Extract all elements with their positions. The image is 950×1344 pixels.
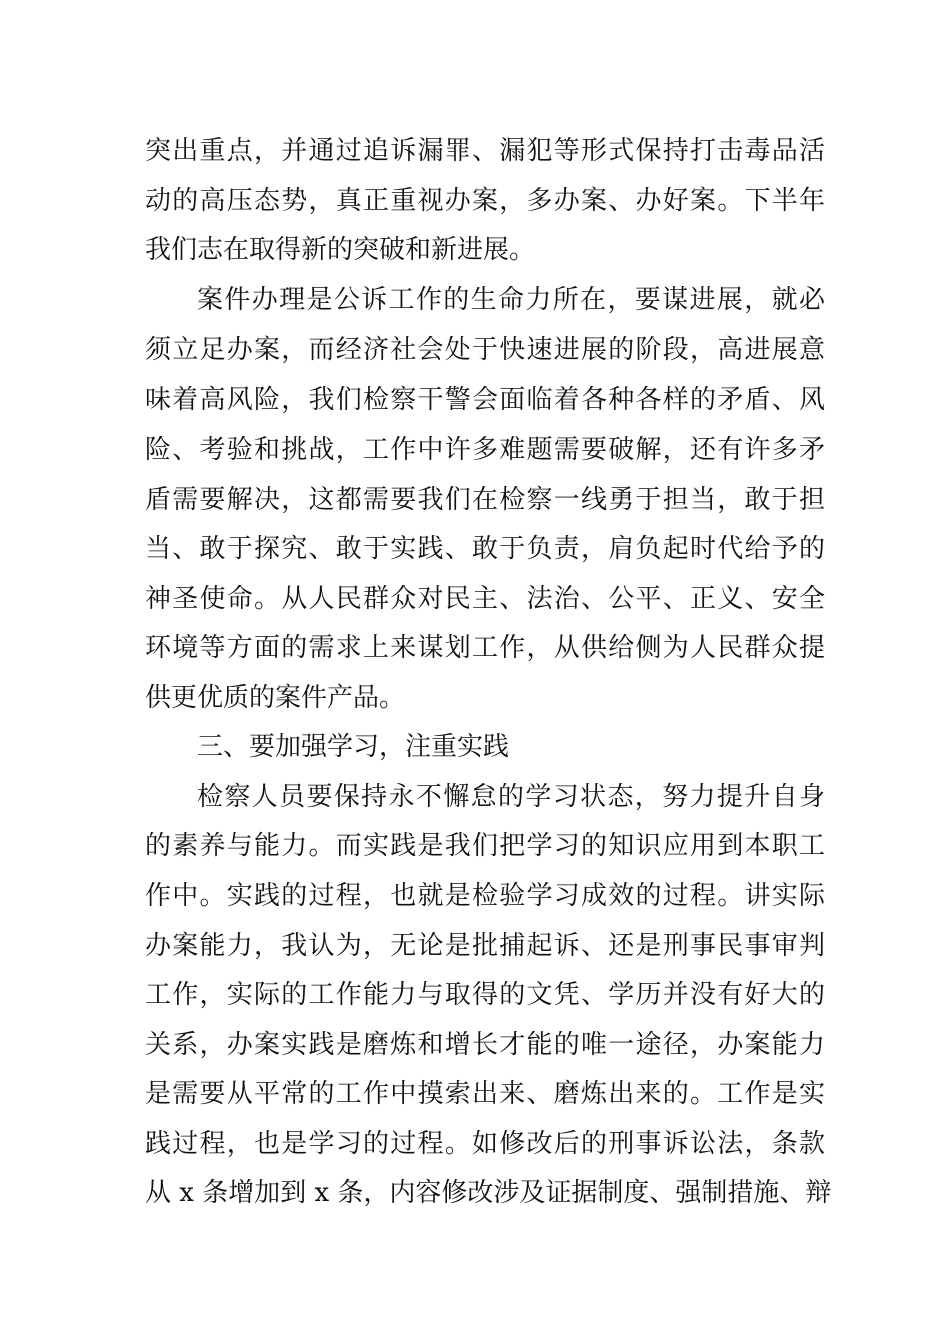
text-line: 的素养与能力。而实践是我们把学习的知识应用到本职工 — [145, 831, 825, 861]
text-line: 我们志在取得新的突破和新进展。 — [145, 235, 536, 265]
paragraph-first-line: 案件办理是公诉工作的生命力所在，要谋进展，就必 — [197, 285, 825, 315]
text-line: 神圣使命。从人民群众对民主、法治、公平、正义、安全 — [145, 584, 825, 614]
text-line: 突出重点，并通过追诉漏罪、漏犯等形式保持打击毒品活 — [145, 136, 825, 166]
text-line: 供更优质的案件产品。 — [145, 683, 406, 713]
text-line: 践过程，也是学习的过程。如修改后的刑事诉讼法，条款 — [145, 1129, 825, 1159]
text-line: 盾需要解决，这都需要我们在检察一线勇于担当，敢于担 — [145, 485, 825, 515]
text-line: 是需要从平常的工作中摸索出来、磨炼出来的。工作是实 — [145, 1079, 825, 1109]
text-line: 办案能力，我认为，无论是批捕起诉、还是刑事民事审判 — [145, 931, 825, 961]
text-line: 当、敢于探究、敢于实践、敢于负责，肩负起时代给予的 — [145, 534, 825, 564]
text-line: 作中。实践的过程，也就是检验学习成效的过程。讲实际 — [145, 881, 825, 911]
section-heading: 三、要加强学习，注重实践 — [197, 732, 510, 762]
paragraph-first-line: 检察人员要保持永不懈怠的学习状态，努力提升自身 — [197, 782, 825, 812]
text-line: 味着高风险，我们检察干警会面临着各种各样的矛盾、风 — [145, 385, 825, 415]
text-line: 险、考验和挑战，工作中许多难题需要破解，还有许多矛 — [145, 435, 825, 465]
text-line: 环境等方面的需求上来谋划工作，从供给侧为人民群众提 — [145, 633, 825, 663]
text-line: 须立足办案，而经济社会处于快速进展的阶段，高进展意 — [145, 335, 825, 365]
text-line: 工作，实际的工作能力与取得的文凭、学历并没有好大的 — [145, 980, 825, 1010]
text-line: 动的高压态势，真正重视办案，多办案、办好案。下半年 — [145, 186, 825, 216]
text-line: 从 x 条增加到 x 条，内容修改涉及证据制度、强制措施、辩 — [145, 1178, 832, 1208]
text-line: 关系，办案实践是磨炼和增长才能的唯一途径，办案能力 — [145, 1030, 825, 1060]
